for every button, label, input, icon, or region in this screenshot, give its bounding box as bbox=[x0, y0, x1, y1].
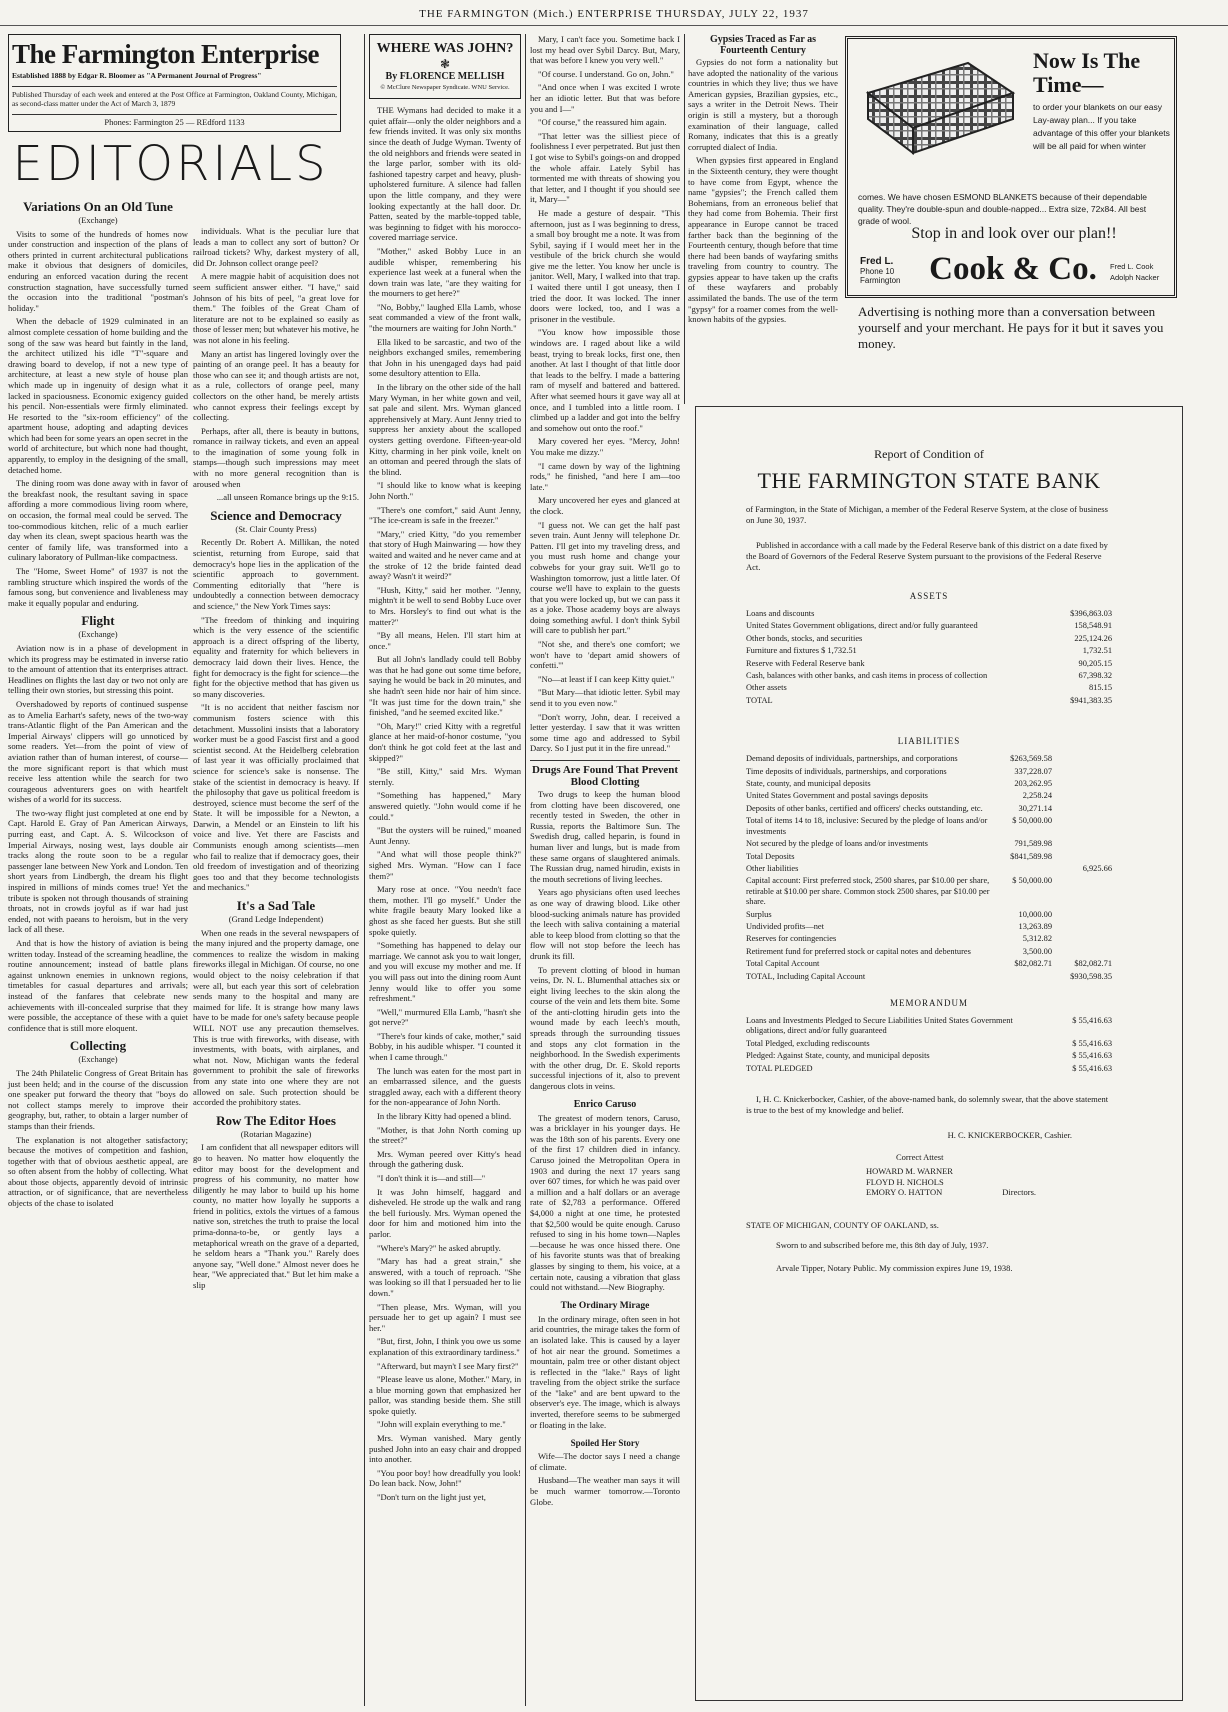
ad-right-info bbox=[1110, 261, 1172, 283]
editorials-heading: EDITORIALS bbox=[12, 136, 329, 192]
ad-left-1: Fred L. bbox=[860, 256, 894, 267]
paragraph: And that is how the history of aviation is being written today. Instead of the screaming headline, the routine announcement; instead of battle plans against unknown enemies in unknown regions, timetables for casual departures and arrivals; instead of the fanfares that celebrate new achievements with ill-concealed surprise that they were possible, the acceptance of these with a quiet confidence that is still more eloquent. bbox=[8, 938, 188, 1033]
paragraph: "The freedom of thinking and inquiring which is the very essence of the scientific approach is a direct offspring of the liberty, equality and fraternity for which believers in democracy laid down their lives. Hence, the fight for democracy is the fight for science—the fight for the objective method that has given us so many discoveries. bbox=[193, 614, 359, 699]
column-3 bbox=[369, 34, 521, 1706]
paragraph: He made a gesture of despair. "This afternoon, just as I was beginning to dress, a small boy brought me a note. It was from Sybil, saying if I would meet her in the vestibule of the brick church she would give me the letter. You know her uncle is janitor. Well, Mary, I walked into that trap. I waited there until I got uneasy, then I tried the door. It was locked. The inner doors were locked, too, and I was a prisoner in the vestibule. bbox=[530, 207, 680, 324]
liability-row bbox=[746, 816, 1112, 837]
ad-left-3: Farmington bbox=[860, 276, 901, 285]
liability-row bbox=[746, 947, 1112, 957]
row-label: Total of items 14 to 18, inclusive: Secured by the pledge of loans and/or investments bbox=[746, 816, 988, 836]
asset-row bbox=[746, 683, 1112, 693]
row-value: $263,569.58 bbox=[1010, 754, 1052, 764]
paragraph: "John will explain everything to me." bbox=[377, 1419, 506, 1430]
paragraph: "By all means, Helen. I'll start him at once." bbox=[369, 630, 521, 651]
paragraph: Gypsies do not form a nationality but have adopted the nationality of the various countries in which they live; thus we have American gypsies, Brazilian gypsies, etc., says a writer in the Detroit News. Their origin is still a mystery, but a thorough examination of their language, called Romany, indicates that this is a greatly corrupted dialect of India. bbox=[688, 57, 838, 152]
paragraph: Years ago physicians often used leeches as one way of drawing blood. Like other blood-sucking animals nature has provided the leech with saliva containing a material able to keep blood from clotting so that the flow will not stop before the leech has drunk its fill. bbox=[530, 887, 680, 961]
paragraph: "Hush, Kitty," said her mother. "Jenny, mightn't it be well to send Bobby Luce over to Mrs. Horsley's to find out what is the matter?" bbox=[369, 584, 521, 627]
paragraph: The "Home, Sweet Home" of 1937 is not the rambling structure which inspired the words of the famous song, but convenience and livableness may make it equally popular and enduring. bbox=[8, 566, 188, 608]
row-value: 203,262.95 bbox=[1014, 779, 1052, 789]
asset-row bbox=[746, 696, 1112, 706]
row-label: Not secured by the pledge of loans and/or investments bbox=[746, 839, 928, 849]
row-label: Undivided profits—net bbox=[746, 921, 824, 931]
paragraph: Mary uncovered her eyes and glanced at the clock. bbox=[530, 495, 680, 516]
headline-caruso: Enrico Caruso bbox=[573, 1098, 637, 1110]
column-rule bbox=[525, 34, 526, 1706]
paragraph: "Don't worry, John, dear. I received a letter yesterday. I saw that it was written some time ago and addressed to Sybil Darcy. So I just put it in the fire unread." bbox=[530, 711, 680, 754]
asset-row bbox=[746, 609, 1112, 619]
paragraph: Visits to some of the hundreds of homes now under construction and inspection of the plans of others printed in current architectural publications make it obvious that designers of domiciles, enduring an enforced vacation during the recent construction stagnation, have successfully turned the occasion into the traditional "postman's holiday." bbox=[8, 228, 188, 313]
assets-list bbox=[746, 609, 1112, 706]
paragraph: "Of course. I understand. Go on, John." bbox=[538, 68, 674, 79]
row-value-total bbox=[1052, 852, 1112, 862]
paragraph: "I should like to know what is keeping John North." bbox=[369, 480, 521, 501]
column-2 bbox=[193, 226, 359, 1706]
row-value: $ 50,000.00 bbox=[1012, 816, 1052, 826]
row-label: United States Government obligations, direct and/or fully guaranteed bbox=[746, 621, 978, 631]
row-value: 815.15 bbox=[1088, 683, 1112, 693]
masthead-published: Published Thursday of each week and entered at the Post Office at Farmington, Oakland County, Michigan, as second-class matter under the Act of March 3, 1879 bbox=[12, 86, 337, 108]
story-title: WHERE WAS JOHN? bbox=[376, 41, 514, 56]
state-line: STATE OF MICHIGAN, COUNTY OF OAKLAND, ss. bbox=[746, 1219, 939, 1230]
paragraph: "Something has happened to delay our marriage. We cannot ask you to wait longer, and you will excuse my mother and me. If you will pass out into the dining room Aunt Jenny would like to offer you some refreshment." bbox=[369, 940, 521, 1004]
liability-row bbox=[746, 804, 1112, 814]
headline-flight: Flight bbox=[81, 613, 115, 629]
masthead-established: Established 1888 by Edgar R. Bloomer as "A Permanent Journal of Progress" bbox=[12, 71, 262, 80]
paragraph: "Oh, Mary!" cried Kitty with a regretful glance at her maid-of-honor costume, "you don't think he got cold feet at the last and skipped?" bbox=[369, 720, 521, 763]
row-label: Capital account: First preferred stock, 2500 shares, par $10.00 per share, retirable at $10.00 per share. Common stock 2500 shares, par $10.00 per share. bbox=[746, 876, 990, 907]
row-value: 13,263.89 bbox=[1018, 921, 1052, 931]
source-row-editor: (Rotarian Magazine) bbox=[240, 1128, 312, 1139]
row-value: 158,548.91 bbox=[1074, 621, 1112, 631]
row-value-total bbox=[1052, 804, 1112, 814]
paragraph: Two drugs to keep the human blood from clotting have been discovered, one recently tested in Sweden, the other in Russia, reports the Baltimore Sun. The Swedish drug, called heparin, is found in human liver and lungs, but is made from these same organs of slaughtered animals. The Russian drug, named hirudin, exists in the mouth secretions of living leeches. bbox=[530, 789, 680, 884]
paragraph: When the debacle of 1929 culminated in an almost complete cessation of home building and the song of the saw was heard but faintly in the land, the architect utilized his idle "T"-square and drawing board to develop, if not a new type of architecture, at least a new style of house plan which made up in ingenuity of design what it lacked in spaciousness. Economic exigency guided his pencil. Non-essentials were firmly eliminated. He resorted to the "six-room efficiency" of the apartment house, adopting and adapting devices which had been for some years an open secret in the world of architecture, but which none had thought, apparently, to employ in the designing of the small, detached home. bbox=[8, 316, 188, 475]
row-value: 5,312.82 bbox=[1022, 934, 1052, 944]
paragraph: It was John himself, haggard and disheveled. He strode up the walk and rang the bell furiously. Mrs. Wyman opened the door for him and motioned him into the parlor. bbox=[369, 1186, 521, 1239]
row-value: $ 55,416.63 bbox=[1072, 1015, 1112, 1025]
source-variations: (Exchange) bbox=[78, 215, 118, 225]
headline-drugs: Drugs Are Found That Prevent Blood Clotting bbox=[530, 760, 680, 788]
row-label: Furniture and fixtures $ 1,732.51 bbox=[746, 646, 857, 656]
ad-left-info bbox=[860, 257, 910, 286]
row-label: United States Government and postal savings deposits bbox=[746, 791, 928, 801]
row-value-total: $930,598.35 bbox=[1070, 971, 1112, 981]
notary-line: Arvale Tipper, Notary Public. My commission expires June 19, 1938. bbox=[776, 1262, 1013, 1273]
paragraph: "I guess not. We can get the half past seven train. Aunt Jenny will telephone Dr. Patten. I'll get into my traveling dress, and you must rush home and change your cobwebs for your gray suit. We'll go to Washington tomorrow, just a little later. Of course we'll have to explain to the guests that you were locked up, but we can pass it as a joke. Those academy boys are always doing something awful. I don't think Sybil will care to publish her part." bbox=[530, 519, 680, 636]
liability-row bbox=[746, 839, 1112, 849]
row-value-total: 6,925.66 bbox=[1082, 863, 1112, 873]
row-value: 67,398.32 bbox=[1078, 671, 1112, 681]
paragraph: When one reads in the several newspapers of the many injured and the property damage, one commences to realize the wisdom in making fireworks illegal in Michigan. Of course, no one would object to the noisy celebration if that were all, but each year this sort of celebration sends many to the hospital and many are maimed for life. It is strange how many laws have to be made for one's safety because people WILL NOT use any precaution themselves. This is true with fireworks, with disease, with investments, with boats, with airplanes, and what not. Now, Michigan wants the federal government to prohibit the sale of fireworks from any state into one where they are not allowed on sale. Such protection should be accorded the prohibitory states. bbox=[193, 927, 359, 1108]
paragraph: A mere magpie habit of acquisition does not seem sufficient answer either. "I have," said Johnson of his bits of peel, "a great love for them." The foibles of the Great Cham of literature are not to be explained so easily as those of lesser men; but whatever his motive, he was not alone in his feeling. bbox=[193, 271, 359, 345]
row-label: State, county, and municipal deposits bbox=[746, 779, 871, 789]
cook-co-advertisement bbox=[845, 36, 1177, 298]
row-label: Loans and Investments Pledged to Secure Liabilities United States Government obligations, direct and/or fully guaranteed bbox=[746, 1015, 1013, 1036]
paragraph: "I don't think it is—and still—" bbox=[377, 1173, 486, 1183]
bank-published: Published in accordance with a call made by the Federal Reserve bank of this district on a date fixed by the Board of Governors of the Federal Reserve System pursuant to the provisions of the Federal Reserve Act. bbox=[746, 540, 1108, 572]
paragraph: Mary covered her eyes. "Mercy, John! You make me dizzy." bbox=[530, 436, 680, 457]
source-collecting: (Exchange) bbox=[78, 1054, 118, 1065]
row-label: Surplus bbox=[746, 909, 772, 919]
paragraph: "You know how impossible those windows are. I raged about like a wild beast, trying to break locks, first one, then another. At last I thought of that little door that leads to the belfry. I made a battering ram of myself and battered and battered. After what seemed hours it gave way all at once, and I tumbled into a little room. I climbed up a ladder and got into the belfry and somehow out onto the roof." bbox=[530, 327, 680, 433]
director-name-text: EMORY O. HATTON bbox=[866, 1187, 943, 1197]
cook-co-brand: Cook & Co. bbox=[929, 251, 1097, 287]
paragraph: "That letter was the silliest piece of foolishness I ever perpetrated. But just then I got wise to Sybil's goings-on and dropped the whole affair. Lately Sybil has tormented me with threats of showing you that letter, and I thought if you should see it, Mary—" bbox=[530, 130, 680, 205]
row-value: 337,228.07 bbox=[1014, 766, 1052, 776]
paragraph: "Not she, and there's one comfort; we won't have to 'depart amid showers of confetti.'" bbox=[530, 639, 680, 671]
paragraph: "But Mary—that idiotic letter. Sybil may send it to you even now." bbox=[530, 687, 680, 709]
oath: I, H. C. Knickerbocker, Cashier, of the above-named bank, do solemnly swear, that the above statement is true to the best of my knowledge and belief. bbox=[746, 1094, 1109, 1115]
liability-row bbox=[746, 972, 1112, 982]
row-value: 10,000.00 bbox=[1018, 909, 1052, 919]
row-value: 791,589.98 bbox=[1014, 839, 1052, 849]
paragraph: Overshadowed by reports of continued suspense as to Amelia Earhart's safety, news of the two-way trans-Atlantic flight of the Pan American and the Imperial Airways' clippers will go unnoticed by some readers. Yet—from the point of view of aviation rather than of human interest, of course—the more significant report is that which must receive less attention while the search for two courageous adventurers goes on with heartfelt wishes of a world for its success. bbox=[8, 698, 188, 805]
row-value: 2,258.24 bbox=[1022, 791, 1052, 801]
row-label: Total Pledged, excluding rediscounts bbox=[746, 1038, 870, 1048]
row-value: $841,589.98 bbox=[1010, 851, 1052, 861]
row-value: 30,271.14 bbox=[1018, 803, 1052, 813]
paragraph: Aviation now is in a phase of development in which its progress may be estimated in inverse ratio to the amount of attention that its enterprises attract. Headlines on flights the last day or two not only are telling their own stories, but stressing this point. bbox=[8, 642, 188, 696]
row-label: Demand deposits of individuals, partnerships, and corporations bbox=[746, 754, 958, 764]
advertising-line: Advertising is nothing more than a conversation between yourself and your merchant. He pays for it but it saves you money. bbox=[858, 304, 1164, 351]
row-label: Cash, balances with other banks, and cash items in process of collection bbox=[746, 671, 988, 681]
paragraph: The 24th Philatelic Congress of Great Britain has just been held; and in the course of the discussion one speaker put forward the theory that "boys do not collect stamps merely to improve their geography, but, rather, to obtain a larger number of stamps than their friends. bbox=[8, 1067, 188, 1131]
row-value: 225,124.26 bbox=[1074, 633, 1112, 643]
paragraph: In the library Kitty had opened a blind. bbox=[377, 1111, 512, 1122]
paragraph: "Then please, Mrs. Wyman, will you persuade her to get up again? I must see her." bbox=[369, 1301, 521, 1333]
ad-left-2: Phone 10 bbox=[860, 266, 895, 276]
paragraph: To prevent clotting of blood in human veins, Dr. N. L. Blumenthal attaches six or eight living leeches to the skin along the course of the vein and lets them bite. Some of the anti-clotting hirudin gets into the wound made by each leech's mouth, spreads through the surrounding tissues and stops any clot formation in the neighborhood. In the Swedish experiments with the other drug, Dr. E. Skold reports successful injections of it, also to prevent dangerous clots in veins. bbox=[530, 964, 680, 1092]
paragraph: Recently Dr. Robert A. Millikan, the noted scientist, returning from Europe, said that democracy's hope lies in the application of the scientific approach to government. Commenting editorially that "here is undoubtedly a connection between democracy and science," the New York Times says: bbox=[193, 537, 359, 611]
row-label: Total Capital Account bbox=[746, 959, 820, 969]
liability-row bbox=[746, 779, 1112, 789]
row-value-total bbox=[1052, 791, 1112, 801]
headline-mirage: The Ordinary Mirage bbox=[560, 1300, 650, 1311]
paragraph: individuals. What is the peculiar lure that leads a man to collect any sort of button? Or railroad tickets? Why, darkest mystery of all, did Dr. Johnson collect orange peel? bbox=[193, 226, 359, 268]
liability-row bbox=[746, 864, 1112, 874]
paragraph: Mrs. Wyman peered over Kitty's head through the gathering dusk. bbox=[369, 1148, 521, 1170]
paragraph: But all John's landlady could tell Bobby was that he had gone out some time before, saying he would be back in 20 minutes, and she hadn't seen hide nor hair of him since. "It was just time for the down train," she finished, "and he seemed excited like." bbox=[369, 654, 521, 718]
row-label: Pledged: Against State, county, and municipal deposits bbox=[746, 1051, 930, 1061]
bank-report-heading: Report of Condition of bbox=[874, 447, 984, 461]
paragraph: "Mary has had a great strain," she answered, with a touch of reproach. "She was looking so ill that I persuaded her to lie down." bbox=[369, 1256, 521, 1298]
memo-row bbox=[746, 1039, 1112, 1049]
asset-row bbox=[746, 634, 1112, 644]
row-label: Reserve with Federal Reserve bank bbox=[746, 658, 865, 668]
paragraph: "But the oysters will be ruined," moaned Aunt Jenny. bbox=[369, 825, 521, 846]
masthead-phones: Phones: Farmington 25 — REdford 1133 bbox=[12, 114, 337, 127]
bank-intro: of Farmington, in the State of Michigan, a member of the Federal Reserve System, at the close of business on June 30, 1937. bbox=[746, 504, 1108, 525]
bank-name: THE FARMINGTON STATE BANK bbox=[757, 468, 1101, 493]
story-title-box bbox=[369, 34, 521, 99]
liability-row bbox=[746, 852, 1112, 862]
directors-block bbox=[746, 1166, 1112, 1198]
row-label: Retirement fund for preferred stock or capital notes and debentures bbox=[746, 946, 971, 956]
paragraph: "Mary," cried Kitty, "do you remember that story of Hugh Mainwaring — how they waited and waited and he never came and at the stroke of 12 the bride fainted dead away? Wasn't it weird?" bbox=[369, 528, 521, 582]
paragraph: "You poor boy! how dreadfully you look! Do lean back. Now, John!" bbox=[369, 1467, 521, 1489]
liability-row bbox=[746, 754, 1112, 764]
liability-row bbox=[746, 791, 1112, 801]
row-value: $ 50,000.00 bbox=[1012, 876, 1052, 886]
row-value bbox=[992, 864, 1052, 874]
paragraph: "Of course," the reassured him again. bbox=[538, 117, 667, 128]
ad-right-1: Fred L. Cook bbox=[1110, 262, 1154, 271]
row-value-total: $82,082.71 bbox=[1074, 959, 1112, 969]
paragraph: "Something has happened," Mary answered quietly. "John would come if he could." bbox=[369, 790, 521, 822]
masthead bbox=[8, 34, 341, 132]
liabilities-list bbox=[746, 754, 1112, 982]
liability-row bbox=[746, 910, 1112, 920]
paragraph: Mary rose at once. "You needn't face them, mother. I'll go myself." Under the white fragile beauty Mary looked like a ghost as she faced her guests. But she still spoke quietly. bbox=[369, 884, 521, 937]
source-flight: (Exchange) bbox=[78, 629, 118, 640]
paragraph: The explanation is not altogether satisfactory; because the motives of competition and fashion, together with that of obvious aesthetic appeal, are so often absent from the hobby of collecting. What about those objects, apparently devoid of intrinsic attraction, or of significance, that are nevertheless objects of the chase to isolated bbox=[8, 1134, 188, 1209]
row-value: $941,383.35 bbox=[1070, 695, 1112, 705]
paragraph: "Afterward, but mayn't I see Mary first?" bbox=[377, 1360, 519, 1371]
paragraph: "It is no accident that neither fascism nor communism fosters science with this detachment. Mussolini insists that a laboratory worker must be a good Fascist first and a good scientist second. At the Heidelberg celebration of last year it was officially proclaimed that science for science's sake is nonsense. The stake of the scientist in democracy is heavy. If the philosophy that gave us political freedom is destroyed, science must become the serf of the State. It will be impossible for a Newton, a Darwin, a Mendel or an Einstein to lift his voice and live. Yet there are Fascists and Communists enough among scientists—men who fail to realize that if democracy goes, their old freedom of investigation and of theorizing goes too and that they become technologists and mechanics." bbox=[193, 702, 359, 893]
row-value-total bbox=[1052, 922, 1112, 932]
paragraph: "And once when I was excited I wrote her an idiotic letter. But that was before you and I—" bbox=[530, 82, 680, 114]
director-name: HOWARD M. WARNER bbox=[866, 1166, 953, 1176]
story-credit: © McClure Newspaper Syndicate. WNU Service. bbox=[380, 84, 510, 92]
memo-row bbox=[746, 1016, 1112, 1037]
paragraph: Ella liked to be sarcastic, and two of the neighbors exchanged smiles, remembering that John in his unengaged days had paid some desultory attention to Ella. bbox=[369, 336, 521, 379]
paragraph: "And what will those people think?" sighed Mrs. Wyman. "How can I face them?" bbox=[369, 849, 521, 881]
row-value-total bbox=[1052, 779, 1112, 789]
headline-collecting: Collecting bbox=[69, 1038, 127, 1054]
liability-row bbox=[746, 959, 1112, 969]
row-value-total bbox=[1052, 839, 1112, 849]
paragraph: "No—at least if I can keep Kitty quiet." bbox=[538, 673, 675, 684]
headline-science-democracy: Science and Democracy bbox=[210, 507, 342, 523]
blanket-image bbox=[858, 53, 1018, 165]
paragraph: "Don't turn on the light just yet, bbox=[377, 1492, 486, 1503]
correct-attest: Correct Attest bbox=[896, 1152, 944, 1162]
row-value: $82,082.71 bbox=[1014, 959, 1052, 969]
liability-row bbox=[746, 934, 1112, 944]
row-value: $396,863.03 bbox=[1070, 609, 1112, 618]
row-label: TOTAL bbox=[746, 695, 773, 705]
paragraph: "Mother, is that John North coming up the street?" bbox=[369, 1124, 521, 1146]
memo-row bbox=[746, 1051, 1112, 1061]
memo-row bbox=[746, 1064, 1112, 1074]
paragraph: "I came down by way of the lightning rods," he finished, "and here I am—too late." bbox=[530, 460, 680, 492]
column-4 bbox=[530, 34, 680, 1706]
row-value: 90,205.15 bbox=[1078, 658, 1112, 668]
column-rule bbox=[364, 34, 365, 1706]
row-value-total bbox=[1052, 947, 1112, 957]
paragraph: Wife—The doctor says I need a change of climate. bbox=[530, 1451, 680, 1472]
headline-sad-tale: It's a Sad Tale bbox=[236, 898, 316, 914]
row-label: Time deposits of individuals, partnerships, and corporations bbox=[746, 766, 947, 776]
paragraph: "Well," murmured Ella Lamb, "hasn't she got nerve?" bbox=[369, 1006, 521, 1028]
paragraph: "Be still, Kitty," said Mrs. Wyman sternly. bbox=[369, 766, 521, 787]
row-label: Other bonds, stocks, and securities bbox=[746, 633, 863, 643]
memorandum-heading: MEMORANDUM bbox=[889, 997, 968, 1008]
asset-row bbox=[746, 659, 1112, 669]
paragraph: "Please leave us alone, Mother." Mary, in a blue morning gown that emphasized her pallor, was standing beside them. She still spoke quietly. bbox=[369, 1374, 521, 1416]
paragraph: The greatest of modern tenors, Caruso, was a bricklayer in his younger days. He was the 18th son of his parents. Every one of the first 17 children died in infancy. Caruso joined the Metropolitan Opera in 1903 and during the next 17 years sang over 607 times, for which he was paid over a million and a half dollars or an average rate of $2,783 a performance. Offered $4,000 a night at one time, he protested that $2,500 would be quite enough. Caruso refused to sing in his home town—Naples—because he was once hissed there. One of his favorite stunts was that of breaking glasses by singing to them, his voice, at a certain note, causing a vibration that glass could not withstand.—New Biography. bbox=[530, 1112, 680, 1293]
row-value: $ 55,416.63 bbox=[1072, 1063, 1112, 1073]
row-value-total bbox=[1052, 816, 1112, 837]
paragraph: "There's four kinds of cake, mother," said Bobby, in his audible whisper. "I counted it when I came through." bbox=[369, 1030, 521, 1063]
paragraph: In the ordinary mirage, often seen in hot arid countries, the mirage takes the form of an isolated lake. This is caused by a layer of hot air near the ground. Sometimes a mountain, palm tree or other distant object is reflected in the "lake." Rays of light traveling from the object strike the surface of the "lake" and are bent upward to the observer's eye. The image, which is always inverted, therefore seems to be submerged or floating in the lake. bbox=[530, 1313, 680, 1430]
source-science: (St. Clair County Press) bbox=[235, 523, 317, 534]
row-label: Deposits of other banks, certified and officers' checks outstanding, etc. bbox=[746, 803, 983, 813]
sworn-line: Sworn to and subscribed before me, this 8th day of July, 1937. bbox=[776, 1239, 989, 1250]
masthead-title: The Farmington Enterprise bbox=[12, 39, 319, 69]
ad-full-text: comes. We have chosen ESMOND BLANKETS because of their dependable quality. They're double-spun and double-napped... Extra size, 72x84. All best grade of wool. bbox=[858, 192, 1147, 226]
row-label: Other liabilities bbox=[746, 863, 799, 873]
row-value: 1,732.51 bbox=[1082, 646, 1112, 656]
asset-row bbox=[746, 621, 1112, 631]
paragraph: "There's one comfort," said Aunt Jenny, "The ice-cream is safe in the freezer." bbox=[369, 504, 521, 526]
story-author: By FLORENCE MELLISH bbox=[385, 70, 505, 82]
paragraph: The dining room was done away with in favor of the breakfast nook, the resultant saving in space affording a more commodious living room where, on occasion, the formal meal could be served. The too-commodious kitchen, relic of a much earlier day when its clean, swept spacious hearth was the center of family life, was transformed into a culinary laboratory of Pullman-like compactness. bbox=[8, 478, 188, 563]
now-is-headline: Now Is The Time— bbox=[1033, 48, 1141, 97]
paragraph: Many an artist has lingered lovingly over the painting of an orange peel. It has a beauty for those who can see it; and though artists are not, as a rule, collectors of orange peel, many collectors on the other hand, be merely artists who cannot express their feelings except by collecting. bbox=[193, 348, 359, 423]
headline-spoiled: Spoiled Her Story bbox=[570, 1438, 640, 1449]
ornament-icon: ❃ bbox=[439, 57, 451, 71]
asset-row bbox=[746, 646, 1112, 656]
gypsies-article bbox=[688, 34, 838, 402]
headline-variations: Variations On an Old Tune bbox=[23, 199, 173, 214]
bank-report bbox=[695, 406, 1183, 1701]
headline-gypsies: Gypsies Traced as Far as Fourteenth Century bbox=[709, 34, 817, 56]
row-label: TOTAL, Including Capital Account bbox=[746, 971, 866, 981]
paragraph: "Mother," asked Bobby Luce in an audible whisper, remembering his experience last week at a funeral when the down train was late, "are they waiting for the mourners to get here?" bbox=[369, 245, 521, 299]
row-label: Other assets bbox=[746, 683, 787, 693]
paragraph: When gypsies first appeared in England in the Sixteenth century, they were thought to have come from Egypt, whence the name "gypsies"; the French called them Bohemians, from an erroneous belief that they had come from Bohemia. Their first appearance in Europe cannot be traced farther back than the beginning of the Fourteenth century, though before that time there had been bands of wayfaring smiths traveling from country to country. The gypsies appear to have taken up the crafts of these wayfarers and probably assimilated the bands. The use of the term "gypsy" for a roamer comes from the well-known habits of the gypsies. bbox=[688, 155, 838, 325]
liabilities-heading: LIABILITIES bbox=[897, 736, 961, 747]
memorandum-list bbox=[746, 1016, 1112, 1074]
assets-heading: ASSETS bbox=[909, 591, 949, 601]
paragraph: Perhaps, after all, there is beauty in buttons, romance in railway tickets, and even an appeal to the imagination of some young folk in stamps—though such impressions may meet with no more general recognition than is aroused when bbox=[193, 425, 359, 489]
row-value: $ 55,416.63 bbox=[1072, 1051, 1112, 1061]
ad-lines: to order your blankets on our easy Lay-away plan... If you take advantage of this offer your blankets will be all paid for when winter bbox=[1033, 102, 1170, 151]
paragraph: Husband—The weather man says it will be much warmer tomorrow.—Toronto Globe. bbox=[530, 1475, 680, 1507]
page-header: THE FARMINGTON (Mich.) ENTERPRISE THURSDAY, JULY 22, 1937 bbox=[0, 0, 1228, 26]
source-sad-tale: (Grand Ledge Independent) bbox=[228, 914, 324, 925]
paragraph: Mrs. Wyman vanished. Mary gently pushed John into an easy chair and dropped into another. bbox=[369, 1433, 521, 1465]
paragraph: Mary, I can't face you. Sometime back I lost my head over Sybil Darcy. But, Mary, that was before I knew you very well." bbox=[530, 34, 680, 66]
liability-row bbox=[746, 767, 1112, 777]
paragraph: "Where's Mary?" he asked abruptly. bbox=[377, 1242, 501, 1253]
row-value-total bbox=[1052, 754, 1112, 764]
paragraph: ...all unseen Romance brings up the 9:15. bbox=[216, 492, 359, 503]
row-label: Total Deposits bbox=[746, 851, 795, 861]
directors-label: Directors. bbox=[1002, 1187, 1037, 1197]
liability-row bbox=[746, 876, 1112, 907]
paragraph: "No, Bobby," laughed Ella Lamb, whose seat commanded a view of the front walk, "the mourners are waiting for John North." bbox=[369, 301, 521, 334]
paragraph: "But, first, John, I think you owe us some explanation of this extraordinary tardiness." bbox=[369, 1336, 521, 1357]
row-label: TOTAL PLEDGED bbox=[746, 1063, 813, 1073]
row-label: Loans and discounts bbox=[746, 609, 815, 618]
liability-row bbox=[746, 922, 1112, 932]
row-value-total bbox=[1052, 910, 1112, 920]
row-value-total bbox=[1052, 876, 1112, 907]
cashier-signature: H. C. KNICKERBOCKER, Cashier. bbox=[947, 1130, 1072, 1140]
paragraph: The two-way flight just completed at one end by Capt. Harold E. Gray of Pan American Airways, purring east, and Capt. A. S. Wilcockson of Imperial Airways, nosing west, lays double air tracks along the route soon to be a regular passenger lane between New York and London. Ten short years from Lindbergh, the dream his flight inspired in millions of minds comes true! Yet the tribute is spoken not through thousands of straining throats, not in crowds joyful as if war had just ended, not with paeans to heroism, but in the very lack of all these. bbox=[8, 807, 188, 935]
ad-right-2: Adolph Nacker bbox=[1110, 273, 1160, 282]
paragraph: I am confident that all newspaper editors will go to heaven. No matter how eloquently the editor may boost for the development and progress of his community, no matter how diligently he may labor to build up his home county, no matter how loyally he supports a friend in politics, extols the virtues of a famous native son, stretches the truth to praise the local prima-donna-to-be, or gently lays a metaphorical wreath on the grave of a departed, he seldom hears a "Thank you." Rarely does anyone say, "Well done." Almost never does he hear, "We appreciated that." But let him make a slip bbox=[193, 1142, 359, 1291]
paragraph: In the library on the other side of the hall Mary Wyman, in her white gown and veil, sat pale and silent. Mrs. Wyman glanced apprehensively at Mary. Aunt Jenny tried to suppress her anxiety about the scalloped oysters getting overdone. Fifteen-year-old Kitty, charming in her pink voile, knelt on an ottoman and peered through the slats of the blind. bbox=[369, 382, 521, 477]
asset-row bbox=[746, 671, 1112, 681]
column-rule bbox=[684, 34, 685, 404]
row-value: 3,500.00 bbox=[1022, 946, 1052, 956]
row-label: Reserves for contingencies bbox=[746, 934, 837, 944]
ad-stop-in: Stop in and look over our plan!! bbox=[911, 225, 1117, 242]
paragraph: THE Wymans had decided to make it a quiet affair—only the older neighbors and a few friends invited. It was only six months since the death of Judge Wyman. Twenty of the old neighbors and friends were seated in the large parlor, somber with its old-fashioned tapestry carpet and heavy, plush-upholstered furniture. A silence had fallen upon the little company, and they were looking expectantly at the hall door. Dr. Patten, seated by the marble-topped table, was beginning to fidget with his morocco-covered marriage service. bbox=[369, 105, 521, 243]
row-value bbox=[992, 972, 1052, 982]
row-value-total bbox=[1052, 767, 1112, 777]
director-name bbox=[866, 1187, 1112, 1198]
row-value-total bbox=[1052, 934, 1112, 944]
paragraph: The lunch was eaten for the most part in an embarrassed silence, and the guests straggled away, each with a different theory for the non-appearance of John North. bbox=[369, 1065, 521, 1108]
row-value: $ 55,416.63 bbox=[1072, 1038, 1112, 1048]
director-name: FLOYD H. NICHOLS bbox=[866, 1176, 944, 1187]
headline-row-editor: Row The Editor Hoes bbox=[216, 1112, 336, 1128]
